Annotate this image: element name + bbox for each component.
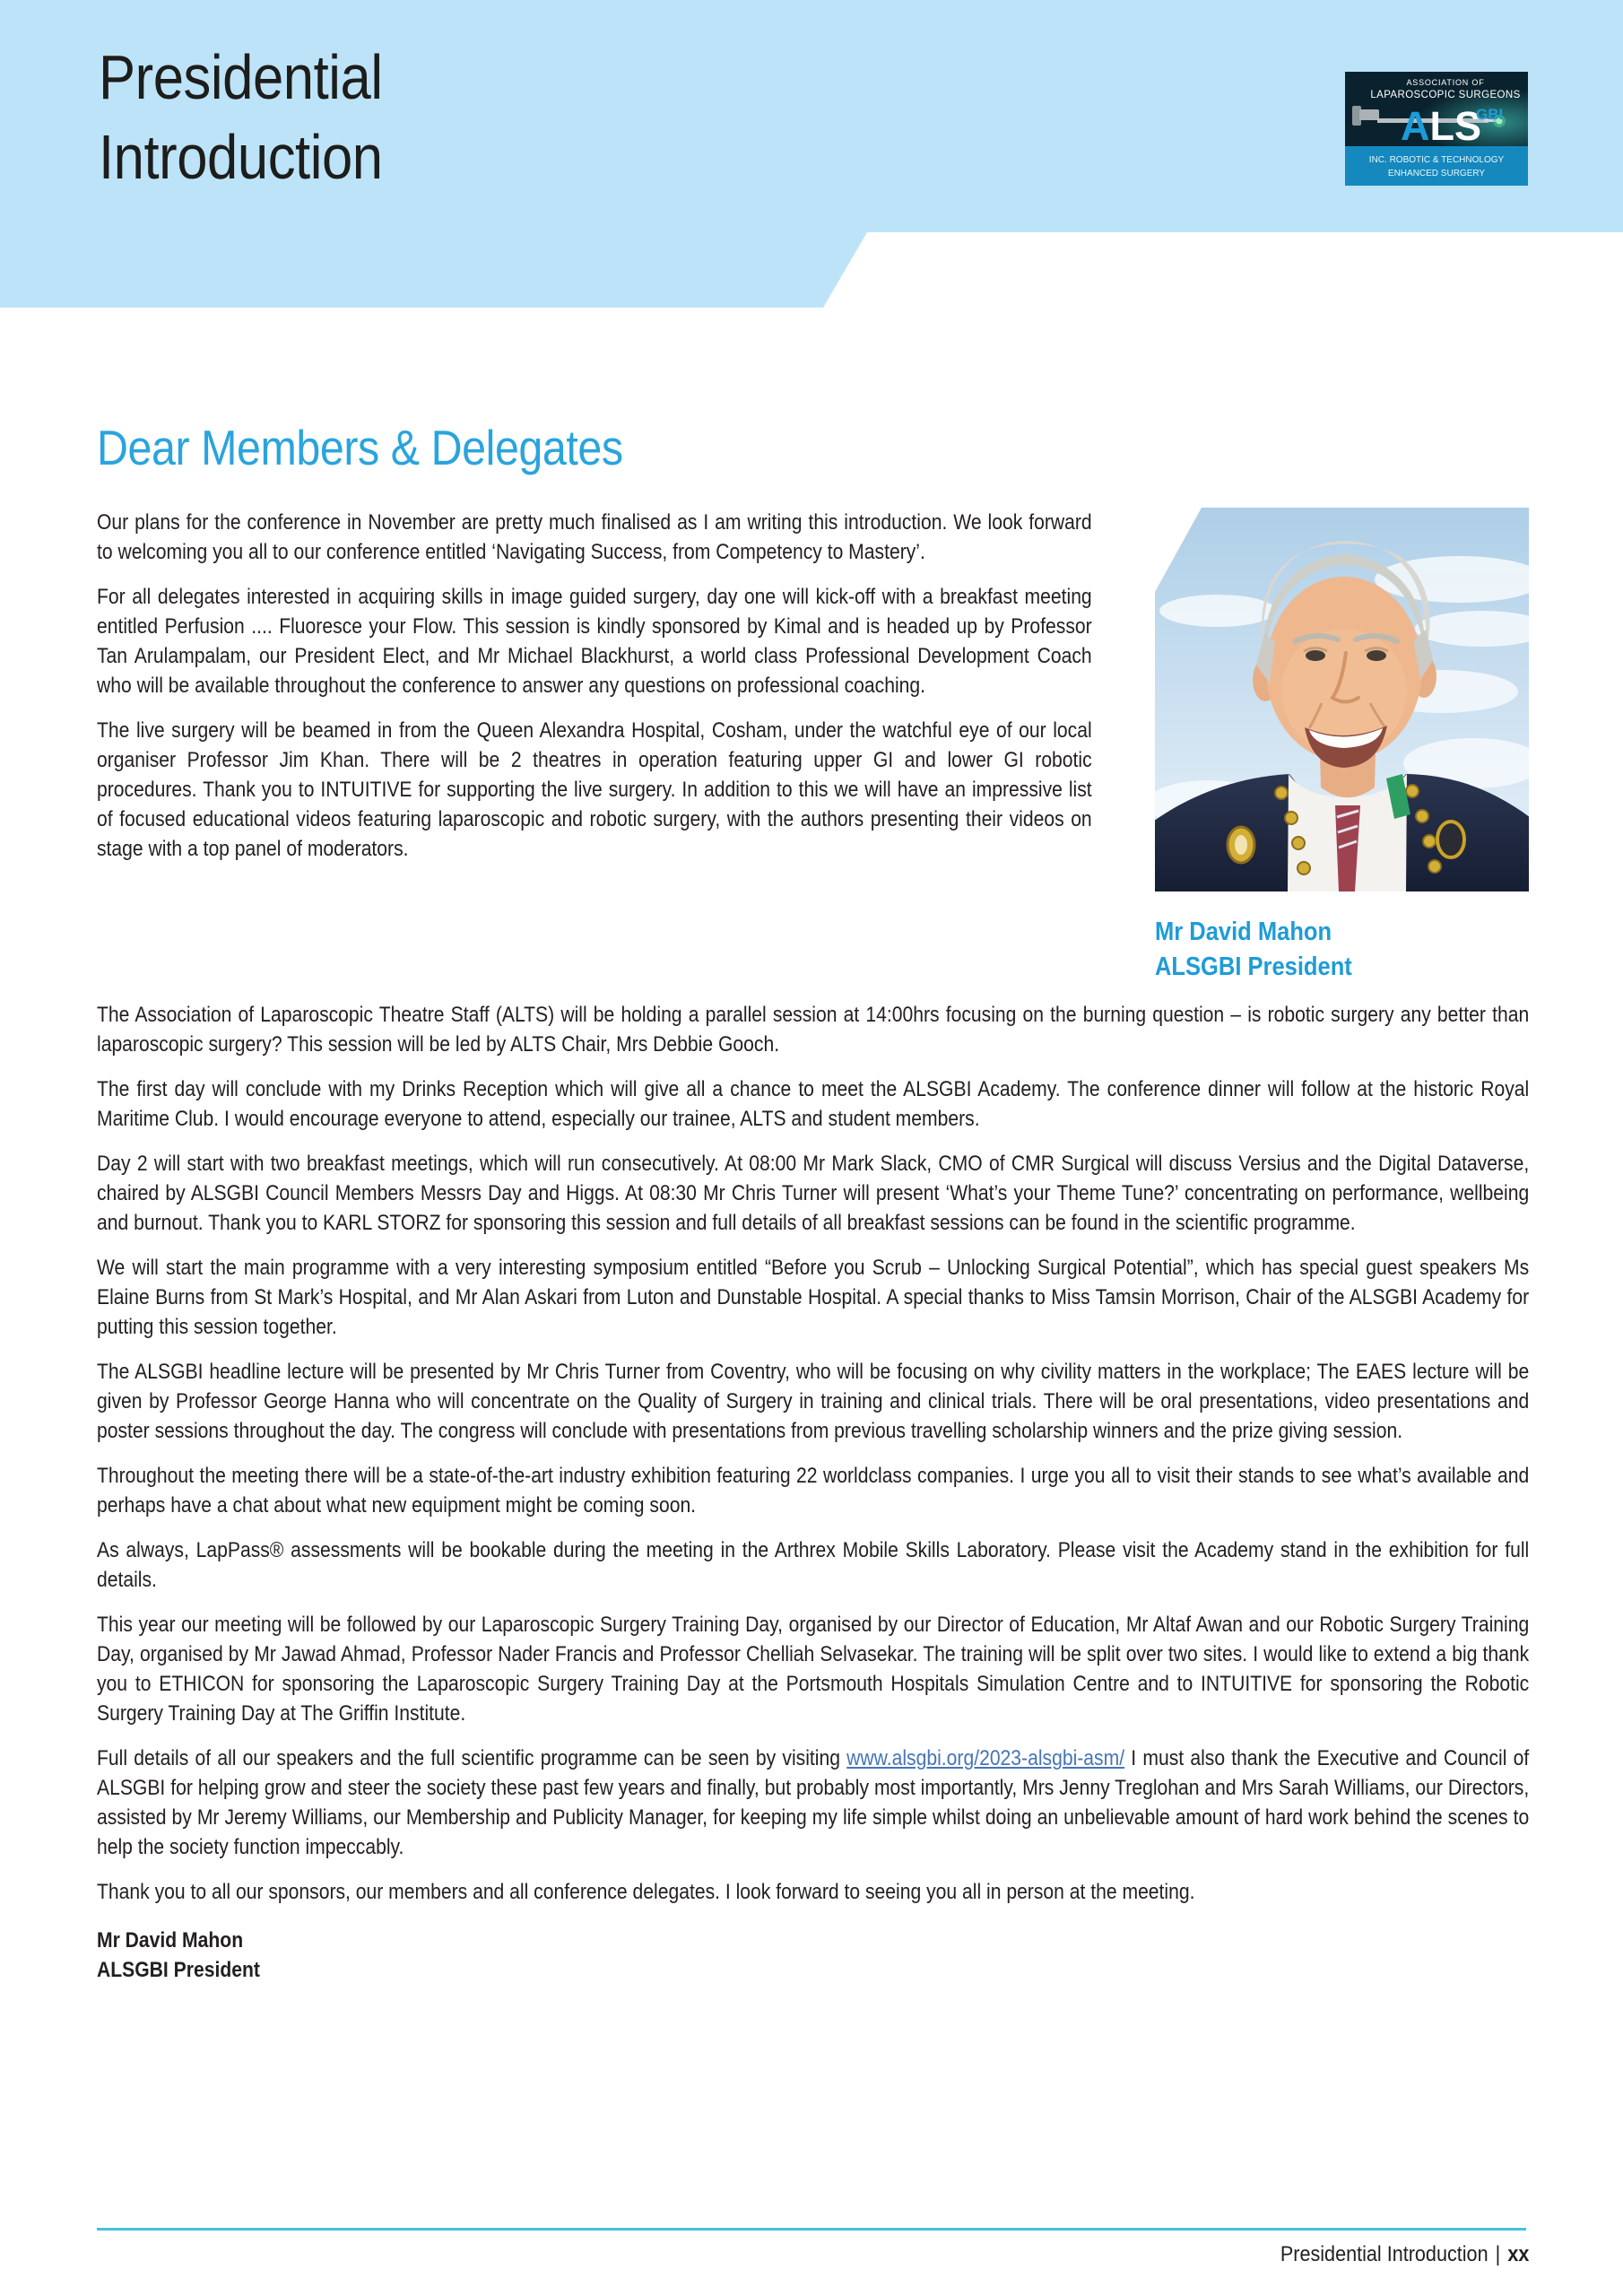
alsgbi-logo-graphic	[1345, 72, 1528, 186]
signature-role: ALSGBI President	[97, 1958, 260, 1982]
paragraph: For all delegates interested in acquiring skills in image guided surgery, day one will kick-off with a breakfast meeting entitled Perfusion .... Fluoresce your Flow. This session is kindly sponsored by Kimal and is headed up by Professor Tan Arulampalam, our President Elect, and Mr Michael Blackhurst, a world class Professional Development Coach who will be available throughout the conference to answer any questions on professional coaching.	[97, 585, 1092, 698]
paragraph: We will start the main programme with a very interesting symposium entitled “Before you Scrub – Unlocking Surgical Potential”, which has special guest speakers Ms Elaine Burns from St Mark’s Hospital, and Mr Alan Askari from Luton and Dunstable Hospital. A special thanks to Miss Tamsin Morrison, Chair of the ALSGBI Academy for putting this session together.	[97, 1256, 1530, 1339]
signature	[97, 1926, 1529, 1985]
page-title-line2: Introduction	[99, 122, 383, 192]
svg-text:ALS	[1401, 103, 1481, 149]
main-content	[97, 420, 1529, 1985]
lead-section	[97, 508, 1529, 985]
paragraph: This year our meeting will be followed by our Laparoscopic Surgery Training Day, organised by our Director of Education, Mr Altaf Awan and our Robotic Surgery Training Day, organised by Mr Jawad Ahmad, Professor Nader Francis and Professor Chelliah Selvasekar. The training will be split over two sites. I would like to extend a big thank you to ETHICON for sponsoring the Laparoscopic Surgery Training Day at the Portsmouth Hospitals Simulation Centre and to INTUITIVE for sponsoring the Robotic Surgery Training Day at The Griffin Institute.	[97, 1613, 1530, 1726]
paragraph: The ALSGBI headline lecture will be presented by Mr Chris Turner from Coventry, who will be focusing on why civility matters in the workplace; The EAES lecture will be given by Professor George Hanna who will concentrate on the Quality of Surgery in training and clinical trials. There will be oral presentations, video presentations and poster sessions throughout the day. The congress will conclude with presentations from previous travelling scholarship winners and the prize giving session.	[97, 1360, 1530, 1443]
paragraph: Full details of all our speakers and the full scientific programme can be seen by visiting www.alsgbi.org/2023-alsgbi-asm/ I must also thank the Executive and Council of ALSGBI for helping grow and steer the society these past few years and finally, but probably most importantly, Mrs Jenny Treglohan and Mrs Sarah Williams, our Directors, assisted by Mr Jeremy Williams, our Membership and Publicity Manager, for keeping my life simple whilst doing an unbelievable amount of hard work behind the scenes to help the society function impeccably.	[97, 1746, 1530, 1859]
footer-page-label: Presidential Introduction	[1280, 2242, 1488, 2266]
logo-robotic-technology: INC. ROBOTIC & TECHNOLOGY	[1368, 155, 1505, 165]
logo-acronym-ls: LS	[1429, 103, 1482, 149]
footer-separator: |	[1495, 2242, 1500, 2266]
logo-association-of: ASSOCIATION OF	[1406, 78, 1485, 87]
page-number: xx	[1506, 2242, 1529, 2266]
alsgbi-logo	[1345, 72, 1528, 186]
footer-rule	[97, 2228, 1526, 2231]
logo-gbi: GBI	[1476, 106, 1504, 123]
page-title	[99, 38, 655, 197]
paragraph: Day 2 will start with two breakfast meetings, which will run consecutively. At 08:00 Mr Mark Slack, CMO of CMR Surgical will discuss Versius and the Digital Dataverse, chaired by ALSGBI Council Members Messrs Day and Higgs. At 08:30 Mr Chris Turner will present ‘What’s your Theme Tune?’ concentrating on performance, wellbeing and burnout. Thank you to KARL STORZ for sponsoring this session and full details of all breakfast sessions can be found in the scientific programme.	[97, 1152, 1530, 1235]
body-section	[97, 1000, 1529, 1985]
president-portrait-photo	[1155, 508, 1529, 891]
page-title-line1: Presidential	[99, 42, 383, 112]
logo-acronym-a: A	[1401, 103, 1430, 149]
president-photo-block	[1155, 508, 1529, 985]
paragraph: Throughout the meeting there will be a state-of-the-art industry exhibition featuring 22 worldclass companies. I urge you all to visit their stands to see what’s available and perhaps have a chat about what new equipment might be coming soon.	[97, 1464, 1530, 1518]
lead-column	[97, 508, 1092, 985]
footer	[1253, 2240, 1529, 2269]
caption-name: Mr David Mahon	[1155, 918, 1332, 946]
paragraph: Thank you to all our sponsors, our members and all conference delegates. I look forward to seeing you all in person at the meeting.	[97, 1880, 1195, 1904]
logo-laparoscopic-surgeons: LAPAROSCOPIC SURGEONS	[1370, 90, 1521, 100]
paragraph: The first day will conclude with my Drinks Reception which will give all a chance to meet the ALSGBI Academy. The conference dinner will follow at the historic Royal Maritime Club. I would encourage everyone to attend, especially our trainee, ALTS and student members.	[97, 1077, 1530, 1131]
photo-caption	[1155, 915, 1529, 985]
caption-role: ALSGBI President	[1155, 952, 1352, 981]
paragraph: The Association of Laparoscopic Theatre Staff (ALTS) will be holding a parallel session at 14:00hrs focusing on the burning question – is robotic surgery any better than laparoscopic surgery? This session will be led by ALTS Chair, Mrs Debbie Gooch.	[97, 1003, 1530, 1057]
logo-enhanced-surgery: ENHANCED SURGERY	[1387, 169, 1486, 178]
section-heading: Dear Members & Delegates	[97, 420, 623, 475]
paragraph: The live surgery will be beamed in from the Queen Alexandra Hospital, Cosham, under the watchful eye of our local organiser Professor Jim Khan. There will be 2 theatres in operation featuring upper GI and lower GI robotic procedures. Thank you to INTUITIVE for supporting the live surgery. In addition to this we will have an impressive list of focused educational videos featuring laparoscopic and robotic surgery, with the authors presenting their videos on stage with a top panel of moderators.	[97, 718, 1092, 861]
alsgbi-asm-link[interactable]: www.alsgbi.org/2023-alsgbi-asm/	[846, 1746, 1125, 1770]
paragraph: As always, LapPass® assessments will be bookable during the meeting in the Arthrex Mobile Skills Laboratory. Please visit the Academy stand in the exhibition for full details.	[97, 1538, 1530, 1592]
signature-name: Mr David Mahon	[97, 1928, 244, 1952]
paragraph: Our plans for the conference in November are pretty much finalised as I am writing this introduction. We look forward to welcoming you all to our conference entitled ‘Navigating Success, from Competency to Mastery’.	[97, 510, 1092, 564]
